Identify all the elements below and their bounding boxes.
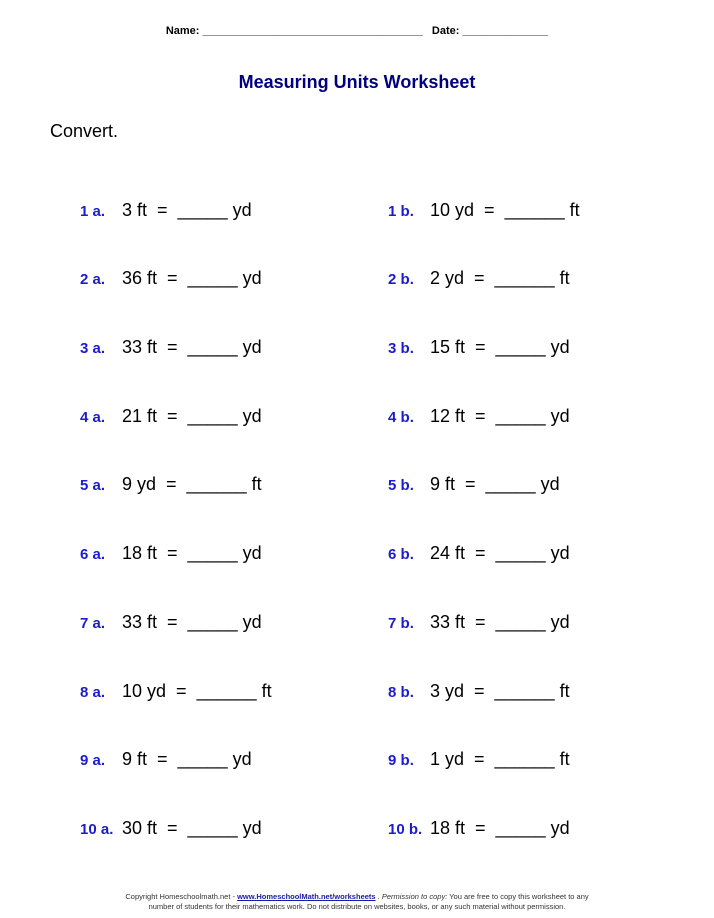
problem-expression: 30 ft = _____ yd	[122, 818, 262, 838]
footer-permission-text: You are free to copy this worksheet to any	[447, 892, 589, 901]
problem-number: 3 b.	[388, 340, 414, 357]
problem-8a	[70, 660, 272, 702]
footer-copyright: Copyright Homeschoolmath.net -	[125, 892, 238, 901]
problem-6b	[378, 522, 570, 564]
problem-expression: 15 ft = _____ yd	[430, 337, 570, 357]
problem-number: 5 a.	[80, 477, 106, 494]
problem-expression: 9 ft = _____ yd	[122, 749, 252, 769]
problem-4a	[70, 385, 262, 427]
problem-2b	[378, 247, 570, 289]
problem-9a	[70, 728, 252, 770]
footer-site-link[interactable]: www.HomeschoolMath.net/worksheets	[237, 892, 376, 901]
problem-expression: 33 ft = _____ yd	[122, 337, 262, 357]
problem-number: 4 a.	[80, 409, 106, 426]
name-date-line: Name: ____________________________________ Date: ______________	[165, 25, 549, 37]
footer-line-1	[0, 892, 714, 902]
problem-number: 6 b.	[388, 546, 414, 563]
problem-expression: 2 yd = ______ ft	[430, 268, 570, 288]
problem-5b	[378, 453, 560, 495]
footer-permission-label: Permission to copy:	[381, 892, 448, 901]
problem-8b	[378, 660, 570, 702]
problem-expression: 3 yd = ______ ft	[430, 681, 570, 701]
problem-7a	[70, 591, 262, 633]
problem-expression: 36 ft = _____ yd	[122, 268, 262, 288]
problem-2a	[70, 247, 262, 289]
problem-3a	[70, 316, 262, 358]
problem-number: 10 b.	[388, 821, 423, 838]
problem-number: 6 a.	[80, 546, 106, 563]
problem-10b	[378, 797, 570, 839]
footer-separator: .	[375, 892, 382, 901]
problem-expression: 21 ft = _____ yd	[122, 406, 262, 426]
footer-line-2: number of students for their mathematics work. Do not distribute on websites, books, or any such material without permission.	[148, 902, 566, 911]
problem-expression: 10 yd = ______ ft	[122, 681, 272, 701]
problem-number: 9 b.	[388, 752, 414, 769]
problem-7b	[378, 591, 570, 633]
problem-expression: 12 ft = _____ yd	[430, 406, 570, 426]
problem-number: 10 a.	[80, 821, 114, 838]
worksheet-title: Measuring Units Worksheet	[238, 72, 476, 92]
problem-number: 1 b.	[388, 203, 414, 220]
problem-expression: 24 ft = _____ yd	[430, 543, 570, 563]
problem-number: 2 b.	[388, 271, 414, 288]
problem-number: 8 b.	[388, 684, 414, 701]
problem-3b	[378, 316, 570, 358]
problem-number: 2 a.	[80, 271, 106, 288]
problem-9b	[378, 728, 570, 770]
problem-number: 4 b.	[388, 409, 414, 426]
problem-5a	[70, 453, 262, 495]
copyright-footer	[0, 892, 714, 912]
problem-number: 1 a.	[80, 203, 106, 220]
problem-expression: 18 ft = _____ yd	[430, 818, 570, 838]
problem-expression: 1 yd = ______ ft	[430, 749, 570, 769]
problem-number: 7 b.	[388, 615, 414, 632]
problem-1a	[70, 179, 252, 221]
problem-1b	[378, 179, 580, 221]
problem-10a	[70, 797, 262, 839]
problem-expression: 9 ft = _____ yd	[430, 474, 560, 494]
problem-expression: 9 yd = ______ ft	[122, 474, 262, 494]
problem-number: 9 a.	[80, 752, 106, 769]
problem-expression: 18 ft = _____ yd	[122, 543, 262, 563]
problem-expression: 33 ft = _____ yd	[430, 612, 570, 632]
problem-number: 3 a.	[80, 340, 106, 357]
problem-number: 8 a.	[80, 684, 106, 701]
problem-number: 5 b.	[388, 477, 414, 494]
problem-expression: 3 ft = _____ yd	[122, 200, 252, 220]
problem-6a	[70, 522, 262, 564]
problem-number: 7 a.	[80, 615, 106, 632]
instruction-text: Convert.	[50, 121, 119, 141]
problem-4b	[378, 385, 570, 427]
problem-expression: 10 yd = ______ ft	[430, 200, 580, 220]
problem-expression: 33 ft = _____ yd	[122, 612, 262, 632]
